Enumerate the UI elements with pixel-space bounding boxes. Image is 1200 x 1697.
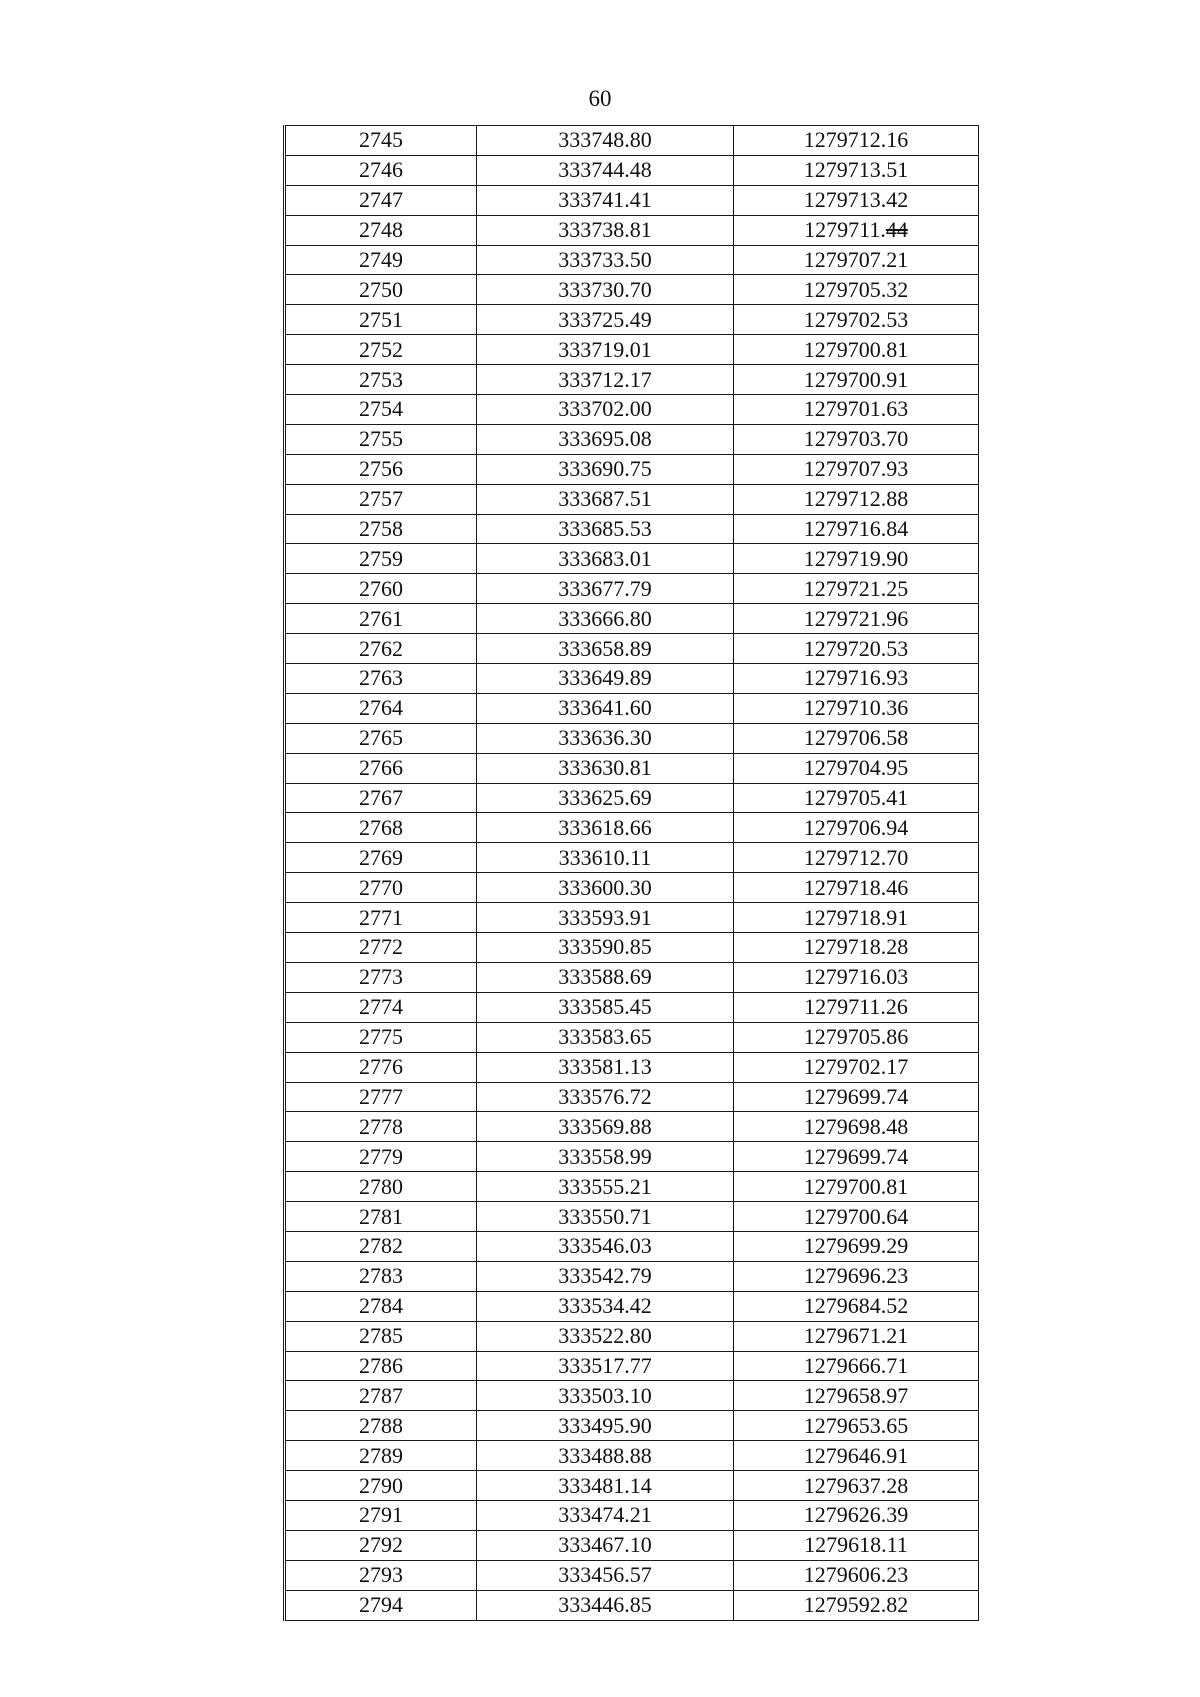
- y-coordinate-cell: 1279592.82: [734, 1590, 979, 1620]
- y-coordinate-cell: 1279700.91: [734, 365, 979, 395]
- point-number-cell: 2783: [285, 1261, 477, 1291]
- y-coordinate-cell: 1279721.25: [734, 574, 979, 604]
- table-row: [285, 544, 979, 574]
- x-coordinate-cell: 333517.77: [477, 1351, 734, 1381]
- point-number-cell: 2772: [285, 933, 477, 963]
- table-body: [285, 126, 979, 1621]
- table-row: [285, 723, 979, 753]
- y-coordinate-cell: 1279707.93: [734, 454, 979, 484]
- table-row: [285, 365, 979, 395]
- y-coordinate-cell: 1279716.93: [734, 664, 979, 694]
- y-coordinate-cell: 1279718.91: [734, 903, 979, 933]
- point-number-cell: 2755: [285, 424, 477, 454]
- table-row: [285, 1142, 979, 1172]
- x-coordinate-cell: 333683.01: [477, 544, 734, 574]
- point-number-cell: 2777: [285, 1082, 477, 1112]
- x-coordinate-cell: 333593.91: [477, 903, 734, 933]
- table-row: [285, 843, 979, 873]
- table-row: [285, 1261, 979, 1291]
- y-coordinate-cell: 1279700.81: [734, 1172, 979, 1202]
- point-number-cell: 2770: [285, 873, 477, 903]
- point-number-cell: 2788: [285, 1411, 477, 1441]
- table-row: [285, 185, 979, 215]
- table-row: [285, 1172, 979, 1202]
- x-coordinate-cell: 333719.01: [477, 335, 734, 365]
- point-number-cell: 2778: [285, 1112, 477, 1142]
- x-coordinate-cell: 333677.79: [477, 574, 734, 604]
- point-number-cell: 2760: [285, 574, 477, 604]
- y-coordinate-cell: 1279705.32: [734, 275, 979, 305]
- point-number-cell: 2766: [285, 753, 477, 783]
- x-coordinate-cell: 333695.08: [477, 424, 734, 454]
- table-row: [285, 1381, 979, 1411]
- point-number-cell: 2745: [285, 126, 477, 156]
- table-row: [285, 1351, 979, 1381]
- y-coordinate-cell: 1279720.53: [734, 634, 979, 664]
- y-coordinate-cell: 1279712.16: [734, 126, 979, 156]
- x-coordinate-cell: 333542.79: [477, 1261, 734, 1291]
- point-number-cell: 2769: [285, 843, 477, 873]
- point-number-cell: 2761: [285, 604, 477, 634]
- point-number-cell: 2792: [285, 1530, 477, 1560]
- y-coordinate-cell: 1279702.53: [734, 305, 979, 335]
- table-row: [285, 962, 979, 992]
- y-coordinate-cell: 1279702.17: [734, 1052, 979, 1082]
- table-row: [285, 155, 979, 185]
- point-number-cell: 2748: [285, 215, 477, 245]
- table-row: [285, 873, 979, 903]
- x-coordinate-cell: 333576.72: [477, 1082, 734, 1112]
- y-coordinate-cell: 1279704.95: [734, 753, 979, 783]
- y-coordinate-cell: 1279711.44: [734, 215, 979, 245]
- point-number-cell: 2754: [285, 395, 477, 425]
- table-row: [285, 574, 979, 604]
- coordinate-table: [283, 125, 979, 1621]
- table-row: [285, 275, 979, 305]
- y-coordinate-cell: 1279706.58: [734, 723, 979, 753]
- x-coordinate-cell: 333583.65: [477, 1022, 734, 1052]
- y-coordinate-cell: 1279658.97: [734, 1381, 979, 1411]
- x-coordinate-cell: 333550.71: [477, 1202, 734, 1232]
- x-coordinate-cell: 333474.21: [477, 1500, 734, 1530]
- x-coordinate-cell: 333658.89: [477, 634, 734, 664]
- x-coordinate-cell: 333585.45: [477, 992, 734, 1022]
- x-coordinate-cell: 333744.48: [477, 155, 734, 185]
- x-coordinate-cell: 333590.85: [477, 933, 734, 963]
- table-row: [285, 813, 979, 843]
- y-coordinate-cell: 1279699.29: [734, 1231, 979, 1261]
- y-coordinate-cell: 1279705.86: [734, 1022, 979, 1052]
- x-coordinate-cell: 333467.10: [477, 1530, 734, 1560]
- table-row: [285, 604, 979, 634]
- y-coordinate-cell: 1279701.63: [734, 395, 979, 425]
- struck-digits: 44: [885, 217, 908, 243]
- page-number: 60: [588, 86, 612, 111]
- point-number-cell: 2753: [285, 365, 477, 395]
- x-coordinate-cell: 333522.80: [477, 1321, 734, 1351]
- y-coordinate-cell: 1279713.51: [734, 155, 979, 185]
- point-number-cell: 2793: [285, 1560, 477, 1590]
- x-coordinate-cell: 333748.80: [477, 126, 734, 156]
- y-coordinate-cell: 1279703.70: [734, 424, 979, 454]
- table-row: [285, 1441, 979, 1471]
- point-number-cell: 2786: [285, 1351, 477, 1381]
- y-coordinate-cell: 1279716.03: [734, 962, 979, 992]
- y-coordinate-cell: 1279696.23: [734, 1261, 979, 1291]
- x-coordinate-cell: 333730.70: [477, 275, 734, 305]
- x-coordinate-cell: 333456.57: [477, 1560, 734, 1590]
- y-coordinate-cell: 1279707.21: [734, 245, 979, 275]
- x-coordinate-cell: 333610.11: [477, 843, 734, 873]
- y-coordinate-cell: 1279712.70: [734, 843, 979, 873]
- x-coordinate-cell: 333600.30: [477, 873, 734, 903]
- table-row: [285, 126, 979, 156]
- y-coordinate-cell: 1279705.41: [734, 783, 979, 813]
- table-row: [285, 1231, 979, 1261]
- point-number-cell: 2787: [285, 1381, 477, 1411]
- y-coordinate-cell: 1279698.48: [734, 1112, 979, 1142]
- y-coordinate-cell: 1279710.36: [734, 693, 979, 723]
- table-row: [285, 1291, 979, 1321]
- x-coordinate-cell: 333741.41: [477, 185, 734, 215]
- table-row: [285, 1530, 979, 1560]
- y-coordinate-cell: 1279618.11: [734, 1530, 979, 1560]
- x-coordinate-cell: 333558.99: [477, 1142, 734, 1172]
- y-coordinate-cell: 1279721.96: [734, 604, 979, 634]
- x-coordinate-cell: 333687.51: [477, 484, 734, 514]
- y-coordinate-cell: 1279637.28: [734, 1471, 979, 1501]
- table-row: [285, 1202, 979, 1232]
- y-coordinate-cell: 1279700.81: [734, 335, 979, 365]
- x-coordinate-cell: 333481.14: [477, 1471, 734, 1501]
- y-coordinate-cell: 1279719.90: [734, 544, 979, 574]
- table-row: [285, 1052, 979, 1082]
- table-row: [285, 664, 979, 694]
- x-coordinate-cell: 333534.42: [477, 1291, 734, 1321]
- table-row: [285, 753, 979, 783]
- point-number-cell: 2775: [285, 1022, 477, 1052]
- y-coordinate-cell: 1279718.46: [734, 873, 979, 903]
- x-coordinate-cell: 333569.88: [477, 1112, 734, 1142]
- x-coordinate-cell: 333630.81: [477, 753, 734, 783]
- point-number-cell: 2764: [285, 693, 477, 723]
- point-number-cell: 2780: [285, 1172, 477, 1202]
- y-coordinate-cell: 1279626.39: [734, 1500, 979, 1530]
- table-row: [285, 335, 979, 365]
- table-row: [285, 215, 979, 245]
- point-number-cell: 2794: [285, 1590, 477, 1620]
- point-number-cell: 2779: [285, 1142, 477, 1172]
- y-coordinate-cell: 1279711.26: [734, 992, 979, 1022]
- point-number-cell: 2749: [285, 245, 477, 275]
- y-coordinate-cell: 1279671.21: [734, 1321, 979, 1351]
- table-row: [285, 1082, 979, 1112]
- point-number-cell: 2759: [285, 544, 477, 574]
- point-number-cell: 2781: [285, 1202, 477, 1232]
- table-row: [285, 1471, 979, 1501]
- y-coordinate-cell: 1279699.74: [734, 1142, 979, 1172]
- point-number-cell: 2789: [285, 1441, 477, 1471]
- x-coordinate-cell: 333503.10: [477, 1381, 734, 1411]
- x-coordinate-cell: 333488.88: [477, 1441, 734, 1471]
- point-number-cell: 2791: [285, 1500, 477, 1530]
- x-coordinate-cell: 333690.75: [477, 454, 734, 484]
- y-coordinate-cell: 1279666.71: [734, 1351, 979, 1381]
- point-number-cell: 2782: [285, 1231, 477, 1261]
- table-row: [285, 484, 979, 514]
- x-coordinate-cell: 333618.66: [477, 813, 734, 843]
- table-row: [285, 1112, 979, 1142]
- x-coordinate-cell: 333666.80: [477, 604, 734, 634]
- x-coordinate-cell: 333625.69: [477, 783, 734, 813]
- y-coordinate-cell: 1279699.74: [734, 1082, 979, 1112]
- point-number-cell: 2768: [285, 813, 477, 843]
- x-coordinate-cell: 333733.50: [477, 245, 734, 275]
- y-coordinate-cell: 1279684.52: [734, 1291, 979, 1321]
- table-row: [285, 1321, 979, 1351]
- table-row: [285, 903, 979, 933]
- point-number-cell: 2751: [285, 305, 477, 335]
- y-coordinate-cell: 1279716.84: [734, 514, 979, 544]
- table-row: [285, 933, 979, 963]
- table-row: [285, 514, 979, 544]
- point-number-cell: 2765: [285, 723, 477, 753]
- y-coordinate-cell: 1279706.94: [734, 813, 979, 843]
- x-coordinate-cell: 333446.85: [477, 1590, 734, 1620]
- x-coordinate-cell: 333641.60: [477, 693, 734, 723]
- table-row: [285, 245, 979, 275]
- point-number-cell: 2747: [285, 185, 477, 215]
- x-coordinate-cell: 333495.90: [477, 1411, 734, 1441]
- x-coordinate-cell: 333649.89: [477, 664, 734, 694]
- point-number-cell: 2771: [285, 903, 477, 933]
- point-number-cell: 2784: [285, 1291, 477, 1321]
- x-coordinate-cell: 333546.03: [477, 1231, 734, 1261]
- x-coordinate-cell: 333712.17: [477, 365, 734, 395]
- table-row: [285, 1590, 979, 1620]
- point-number-cell: 2776: [285, 1052, 477, 1082]
- point-number-cell: 2757: [285, 484, 477, 514]
- table-row: [285, 634, 979, 664]
- table-row: [285, 693, 979, 723]
- table-row: [285, 992, 979, 1022]
- point-number-cell: 2763: [285, 664, 477, 694]
- point-number-cell: 2785: [285, 1321, 477, 1351]
- point-number-cell: 2756: [285, 454, 477, 484]
- point-number-cell: 2762: [285, 634, 477, 664]
- y-coordinate-cell: 1279712.88: [734, 484, 979, 514]
- table-row: [285, 305, 979, 335]
- table-row: [285, 1560, 979, 1590]
- y-coordinate-cell: 1279646.91: [734, 1441, 979, 1471]
- table-row: [285, 454, 979, 484]
- point-number-cell: 2790: [285, 1471, 477, 1501]
- y-coordinate-cell: 1279713.42: [734, 185, 979, 215]
- point-number-cell: 2746: [285, 155, 477, 185]
- table-row: [285, 1411, 979, 1441]
- y-coordinate-cell: 1279653.65: [734, 1411, 979, 1441]
- x-coordinate-cell: 333636.30: [477, 723, 734, 753]
- table-row: [285, 1022, 979, 1052]
- point-number-cell: 2758: [285, 514, 477, 544]
- point-number-cell: 2750: [285, 275, 477, 305]
- y-coordinate-cell: 1279718.28: [734, 933, 979, 963]
- table-row: [285, 424, 979, 454]
- x-coordinate-cell: 333725.49: [477, 305, 734, 335]
- x-coordinate-cell: 333702.00: [477, 395, 734, 425]
- x-coordinate-cell: 333581.13: [477, 1052, 734, 1082]
- x-coordinate-cell: 333588.69: [477, 962, 734, 992]
- point-number-cell: 2774: [285, 992, 477, 1022]
- point-number-cell: 2752: [285, 335, 477, 365]
- y-coordinate-cell: 1279700.64: [734, 1202, 979, 1232]
- x-coordinate-cell: 333738.81: [477, 215, 734, 245]
- table-row: [285, 783, 979, 813]
- point-number-cell: 2773: [285, 962, 477, 992]
- x-coordinate-cell: 333555.21: [477, 1172, 734, 1202]
- table-row: [285, 1500, 979, 1530]
- y-coordinate-cell: 1279606.23: [734, 1560, 979, 1590]
- point-number-cell: 2767: [285, 783, 477, 813]
- x-coordinate-cell: 333685.53: [477, 514, 734, 544]
- table-row: [285, 395, 979, 425]
